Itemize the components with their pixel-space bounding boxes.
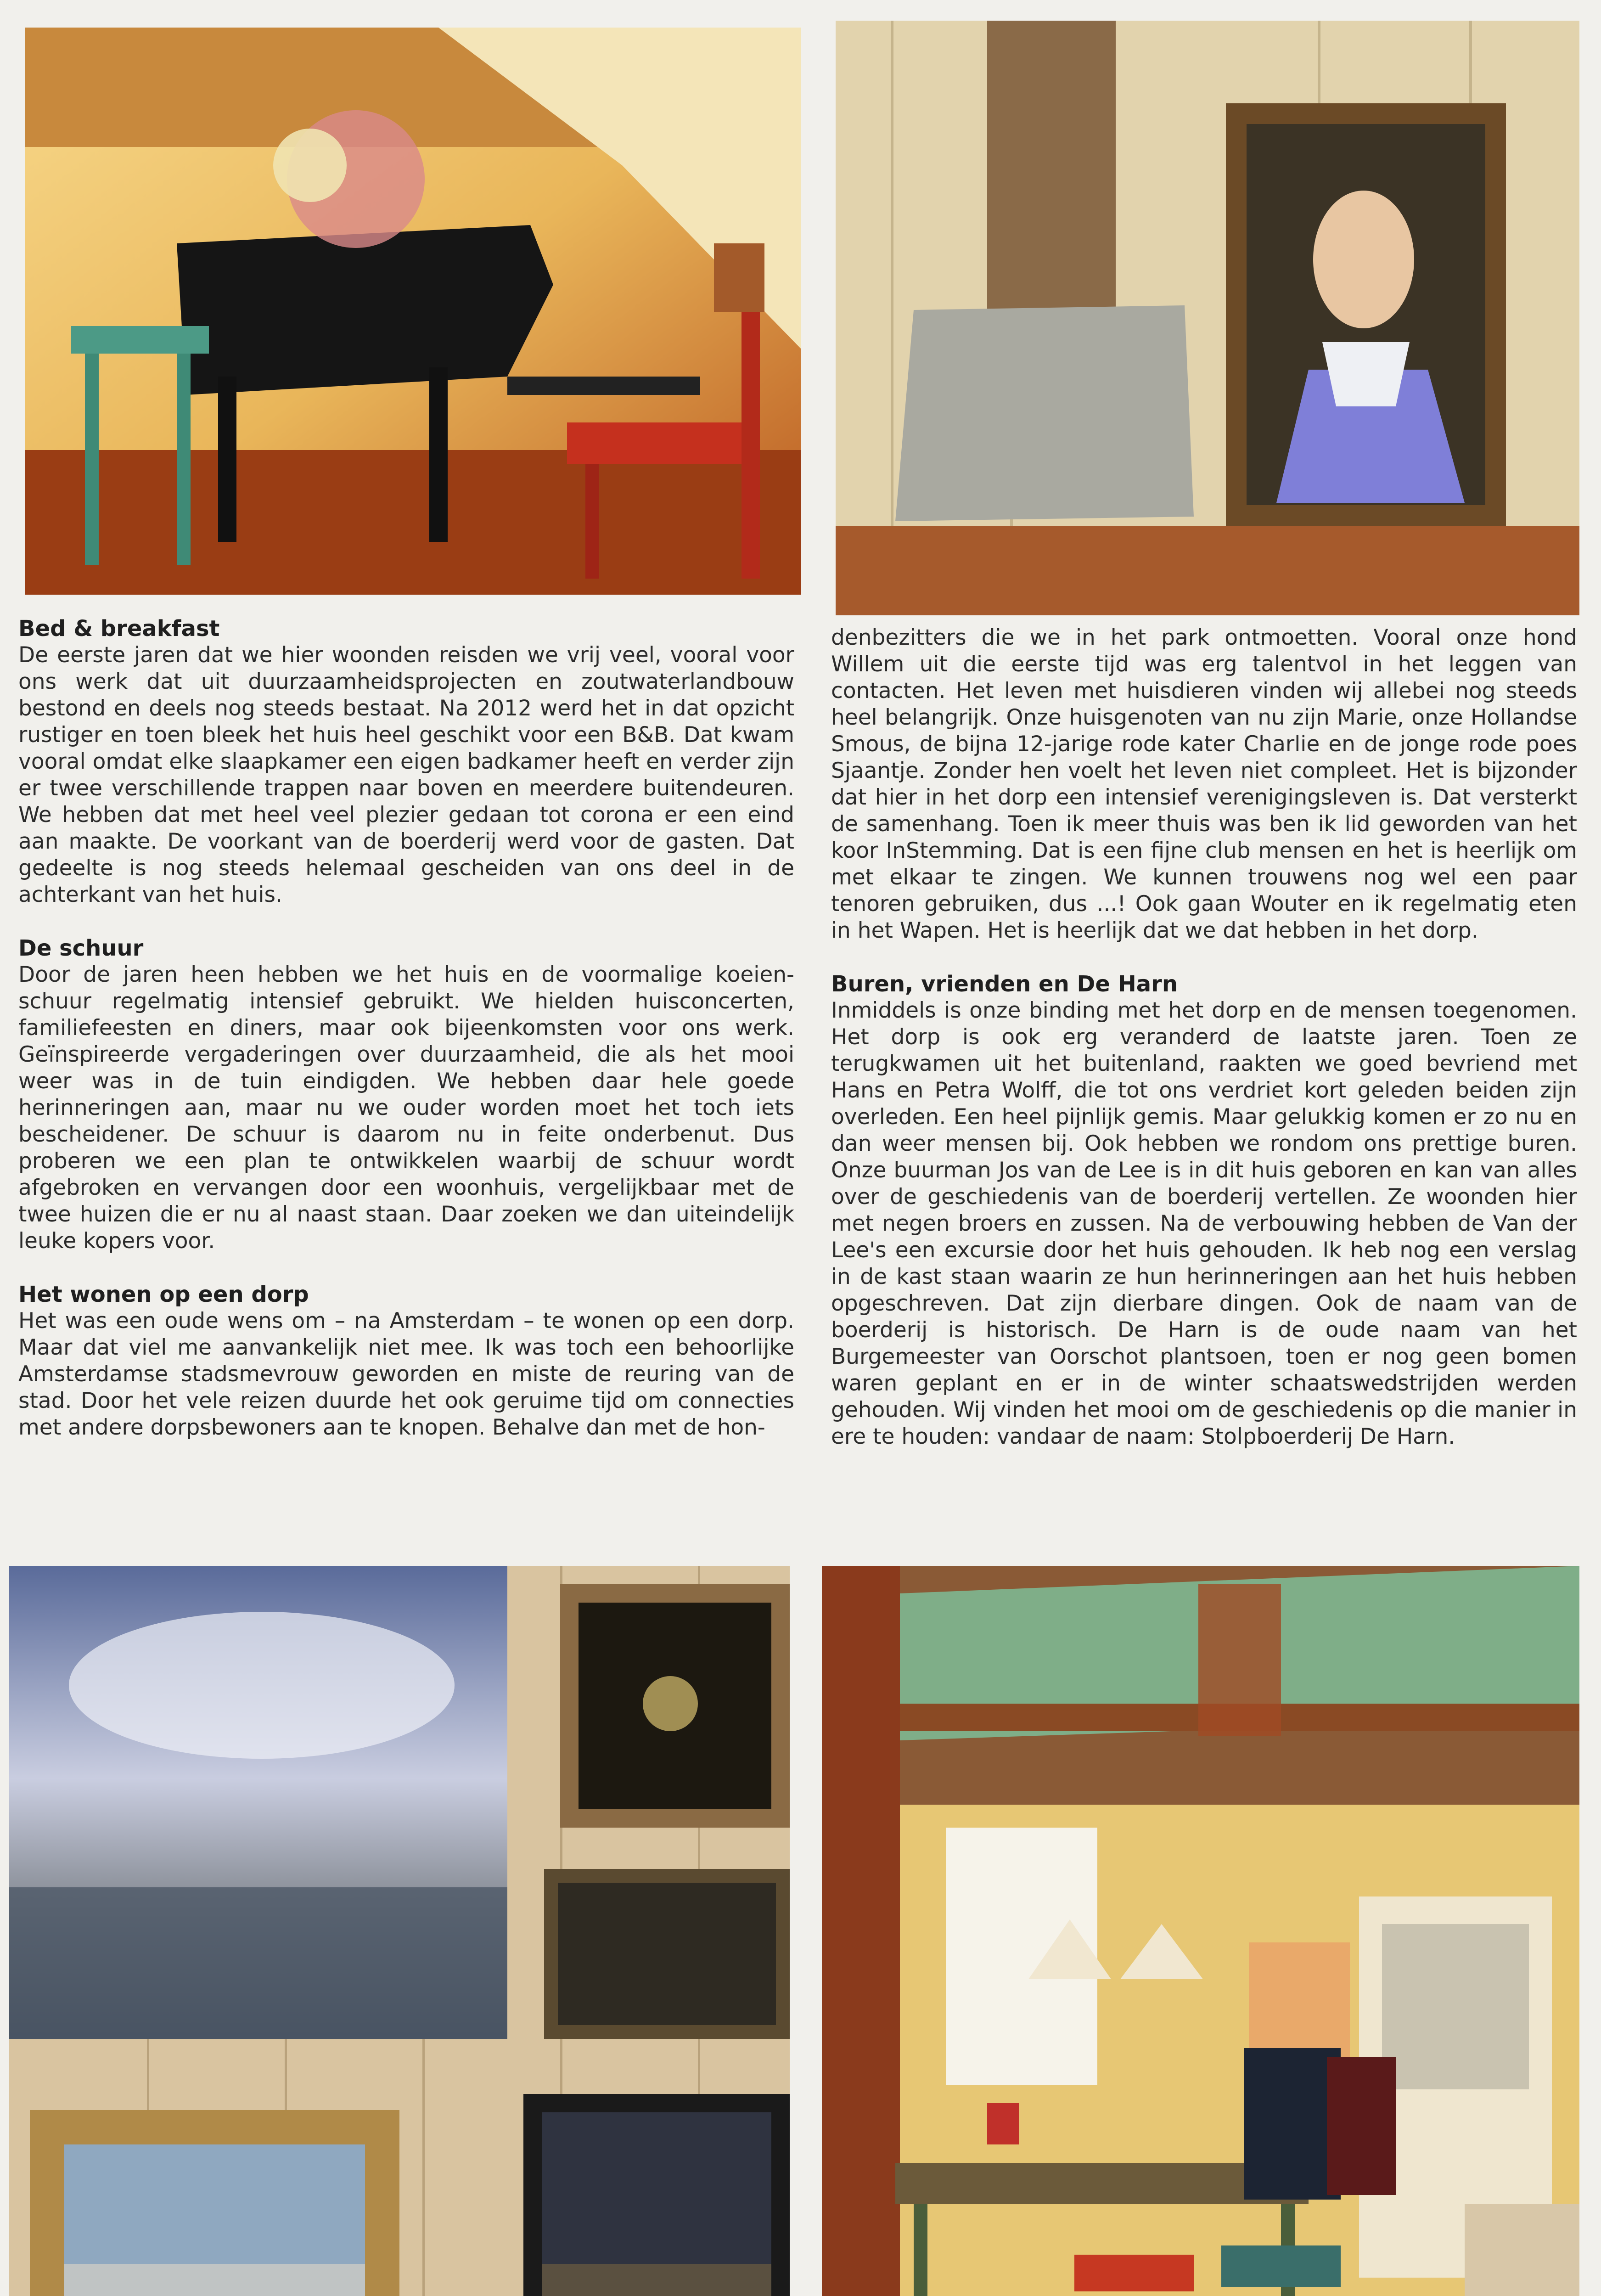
- section-buren-vrienden: [831, 971, 1577, 1450]
- piano-room-photo: [25, 28, 801, 595]
- section-heading: Buren, vrienden en De Harn: [831, 971, 1178, 997]
- paintings-wall-photo: [9, 1566, 790, 2296]
- section-heading: Bed & breakfast: [18, 616, 220, 642]
- section-body: Inmiddels is onze binding met het dorp en de mensen toegenomen. Het dorp is ook erg veranderd de laatste jaren. Toen ze terugkwamen uit het buitenland, raakten we goed bevriend met Hans en Petra Wolff, die tot ons verdriet kort geleden beiden zijn overleden. Een heel pijnlijk gemis. Maar gelukkig komen er zo nu en dan weer mensen bij. Ook hebben we rondom ons prettige buren. Onze buurman Jos van de Lee is in dit huis geboren en kan van alles over de geschiedenis van de boerderij vertellen. Ze woonden hier met negen broers en zussen. Na de verbouwing hebben de Van der Lee's een excursie door het huis gehouden. Ik heb nog een verslag in de kast staan waarin ze hun herinneringen aan het huis hebben opgeschreven. Dat zijn dierbare dingen. Ook de naam van de boerderij is historisch. De Harn is de oude naam van het Burgemeester van Oorschot plantsoen, toen er nog geen bomen waren geplant en er in de winter schaatswedstrijden werden gehouden. Wij vinden het mooi om de geschiedenis op die manier in ere te houden: vandaar de naam: Stolpboerderij De Harn.: [831, 998, 1577, 1449]
- left-text-column: [18, 615, 794, 1468]
- section-body: De eerste jaren dat we hier woonden reisden we vrij veel, vooral voor ons werk dat uit duurzaamheidsprojecten en zoutwaterlandbouw bestond en deels nog steeds bestaat. Na 2012 werd het in dat opzicht rustiger en toen bleek het huis heel geschikt voor een B&B. Dat kwam vooral omdat elke slaapkamer een eigen badkamer heeft en verder zijn er twee verschillende trappen naar boven en meerdere buitendeuren. We hebben dat met heel veel plezier gedaan tot corona er een eind aan maakte. De voorkant van de boerderij werd voor de gasten. Dat gedeelte is nog steeds helemaal gescheiden van ons deel in de achterkant van het huis.: [18, 642, 794, 907]
- section-heading: Het wonen op een dorp: [18, 1282, 309, 1307]
- portrait-painting-photo: [836, 21, 1579, 615]
- section-het-wonen-op-een-dorp: [18, 1281, 794, 1441]
- section-body: denbezitters die we in het park ontmoetten. Vooral onze hond Willem uit die eerste tijd was erg talentvol in het leggen van contacten. Het leven met huisdieren vinden wij allebei nog steeds heel belangrijk. Onze huisgenoten van nu zijn Marie, onze Hollandse Smous, de bijna 12-jarige rode kater Charlie en de jonge rode poes Sjaantje. Zonder hen voelt het leven niet compleet. Het is bijzonder dat hier in het dorp een intensief verenigingsleven is. Dat versterkt de samenhang. Toen ik meer thuis was ben ik lid geworden van het koor InStemming. Dat is een fijne club mensen en het is heerlijk om met elkaar te zingen. We kunnen trouwens nog wel een paar tenoren gebruiken, dus ...! Ook gaan Wouter en ik regelmatig eten in het Wapen. Het is heerlijk dat we dat hebben in het dorp.: [831, 625, 1577, 943]
- section-body: Door de jaren heen hebben we het huis en de voormalige koeien-schuur regelmatig intensief gebruikt. We hielden huisconcerten, familiefeesten en diners, maar ook bijeenkomsten voor ons werk. Geïnspireerde vergaderingen over duurzaamheid, die als het mooi weer was in de tuin eindigden. We hebben daar hele goede herinneringen aan, maar nu we ouder worden moet het toch iets bescheidener. De schuur is daarom nu in feite onderbenut. Dus proberen we een plan te ontwikkelen waarbij de schuur wordt afgebroken en vervangen door een woonhuis, vergelijkbaar met de twee huizen die er nu al naast staan. Daar zoeken we dan uiteindelijk leuke kopers voor.: [18, 962, 794, 1254]
- right-text-column: [831, 625, 1577, 1477]
- section-de-schuur: [18, 935, 794, 1255]
- section-body: Het was een oude wens om – na Amsterdam – te wonen op een dorp. Maar dat viel me aanvankelijk niet mee. Ik was toch een behoorlijke Amsterdamse stadsmevrouw geworden en miste de reuring van de stad. Door het vele reizen duurde het ook geruime tijd om connecties met andere dorpsbewoners aan te knopen. Behalve dan met de hon-: [18, 1308, 794, 1440]
- section-continued: [831, 625, 1577, 944]
- dining-room-photo: [822, 1566, 1579, 2296]
- section-bed-and-breakfast: [18, 615, 794, 908]
- section-heading: De schuur: [18, 935, 144, 961]
